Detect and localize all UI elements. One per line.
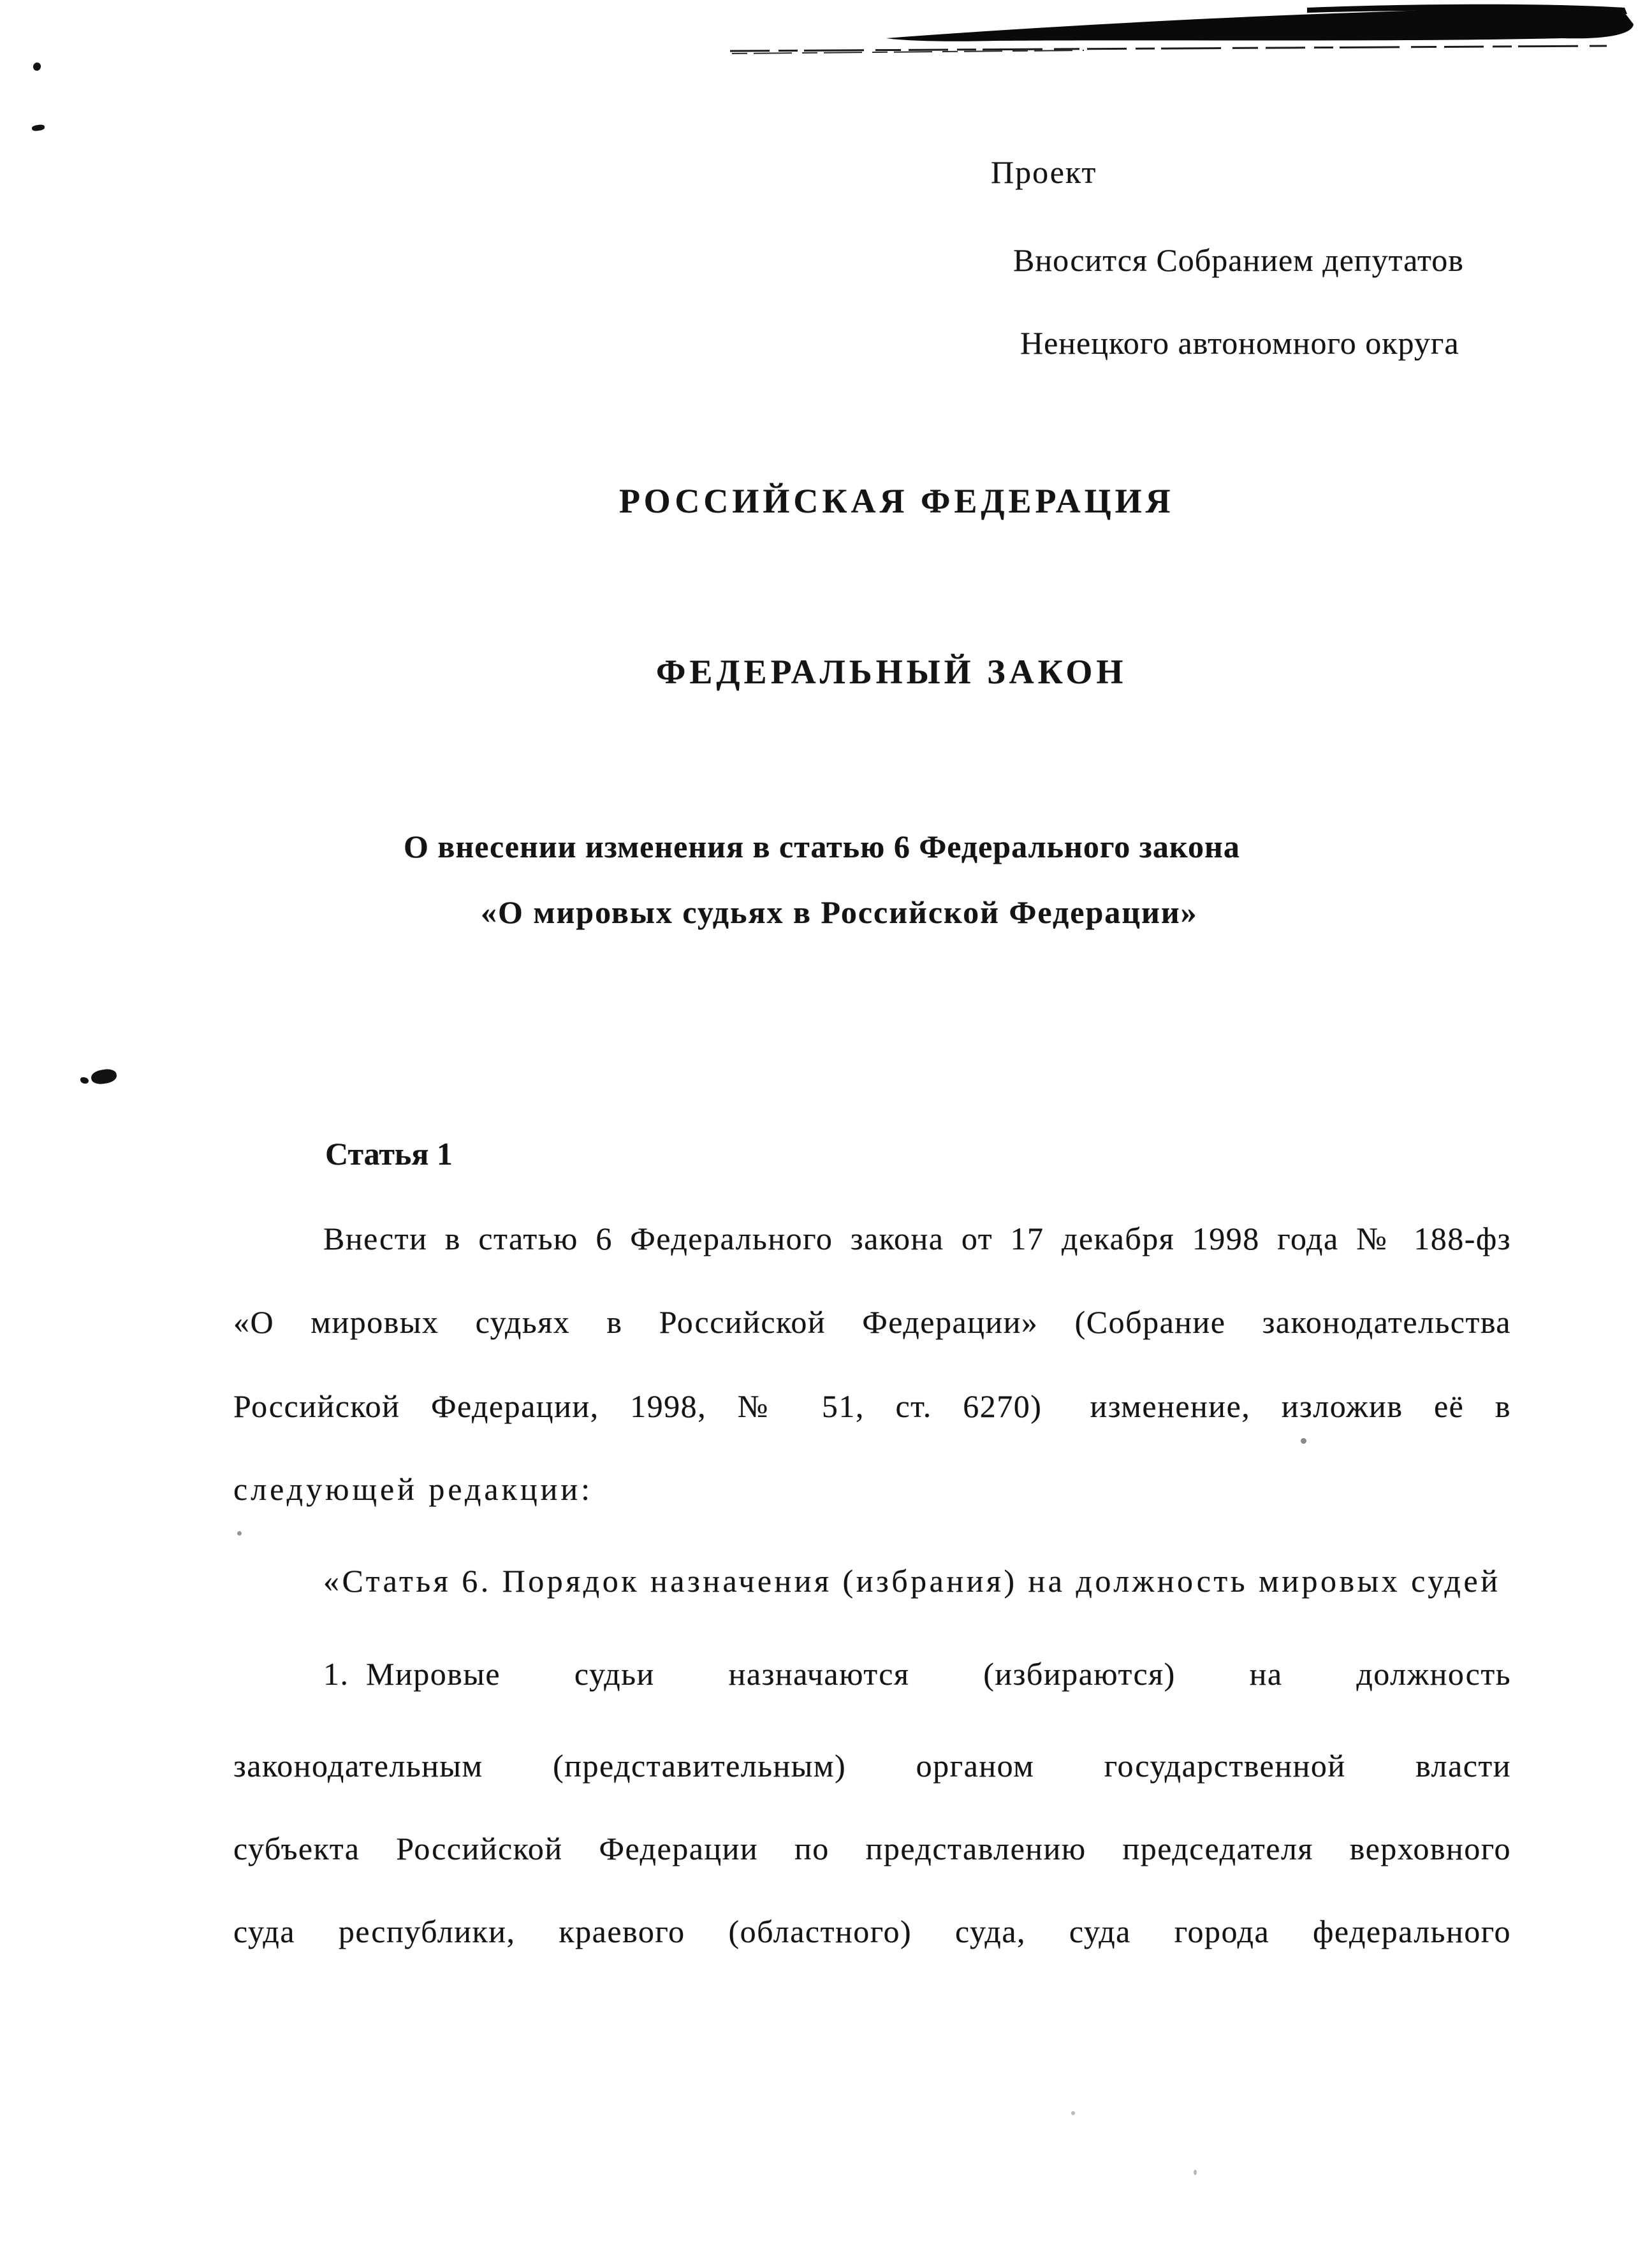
scan-artifact	[0, 0, 1638, 83]
body-line: 1. Мировые судьи назначаются (избираются) на должность	[323, 1656, 1511, 1692]
ink-speck	[1071, 2111, 1075, 2115]
body-line: законодательным (представительным) органом государственной власти	[233, 1748, 1511, 1784]
body-line: суда республики, краевого (областного) суда, суда города федерального	[233, 1914, 1511, 1949]
body-line: Российской Федерации, 1998, № 51, ст. 6270) изменение, изложив её в	[233, 1388, 1511, 1424]
country-heading: РОССИЙСКАЯ ФЕДЕРАЦИЯ	[619, 482, 1174, 520]
ink-speck	[91, 1068, 118, 1086]
draft-label: Проект	[991, 154, 1097, 190]
law-subject-line-1: О внесении изменения в статью 6 Федерального закона	[404, 829, 1240, 864]
submitter-line-2: Ненецкого автономного округа	[1020, 325, 1459, 361]
ink-speck	[1194, 2170, 1197, 2175]
body-line: «Статья 6. Порядок назначения (избрания) на должность мировых судей	[323, 1563, 1501, 1599]
body-line: «О мировых судьях в Российской Федерации» (Собрание законодательства	[233, 1304, 1511, 1340]
submitter-line-1: Вносится Собранием депутатов	[1013, 242, 1464, 278]
ink-speck	[31, 124, 45, 132]
body-line: субъекта Российской Федерации по представлению председателя верховного	[233, 1831, 1511, 1866]
body-line: Внести в статью 6 Федерального закона от 17 декабря 1998 года № 188-фз	[323, 1221, 1511, 1256]
act-type-heading: ФЕДЕРАЛЬНЫЙ ЗАКОН	[656, 653, 1127, 691]
ink-speck	[80, 1077, 89, 1084]
article-1-title: Статья 1	[325, 1136, 453, 1172]
body-line: следующей редакции:	[233, 1471, 594, 1507]
law-subject-line-2: «О мировых судьях в Российской Федерации»	[481, 894, 1198, 930]
ink-speck	[237, 1531, 242, 1536]
